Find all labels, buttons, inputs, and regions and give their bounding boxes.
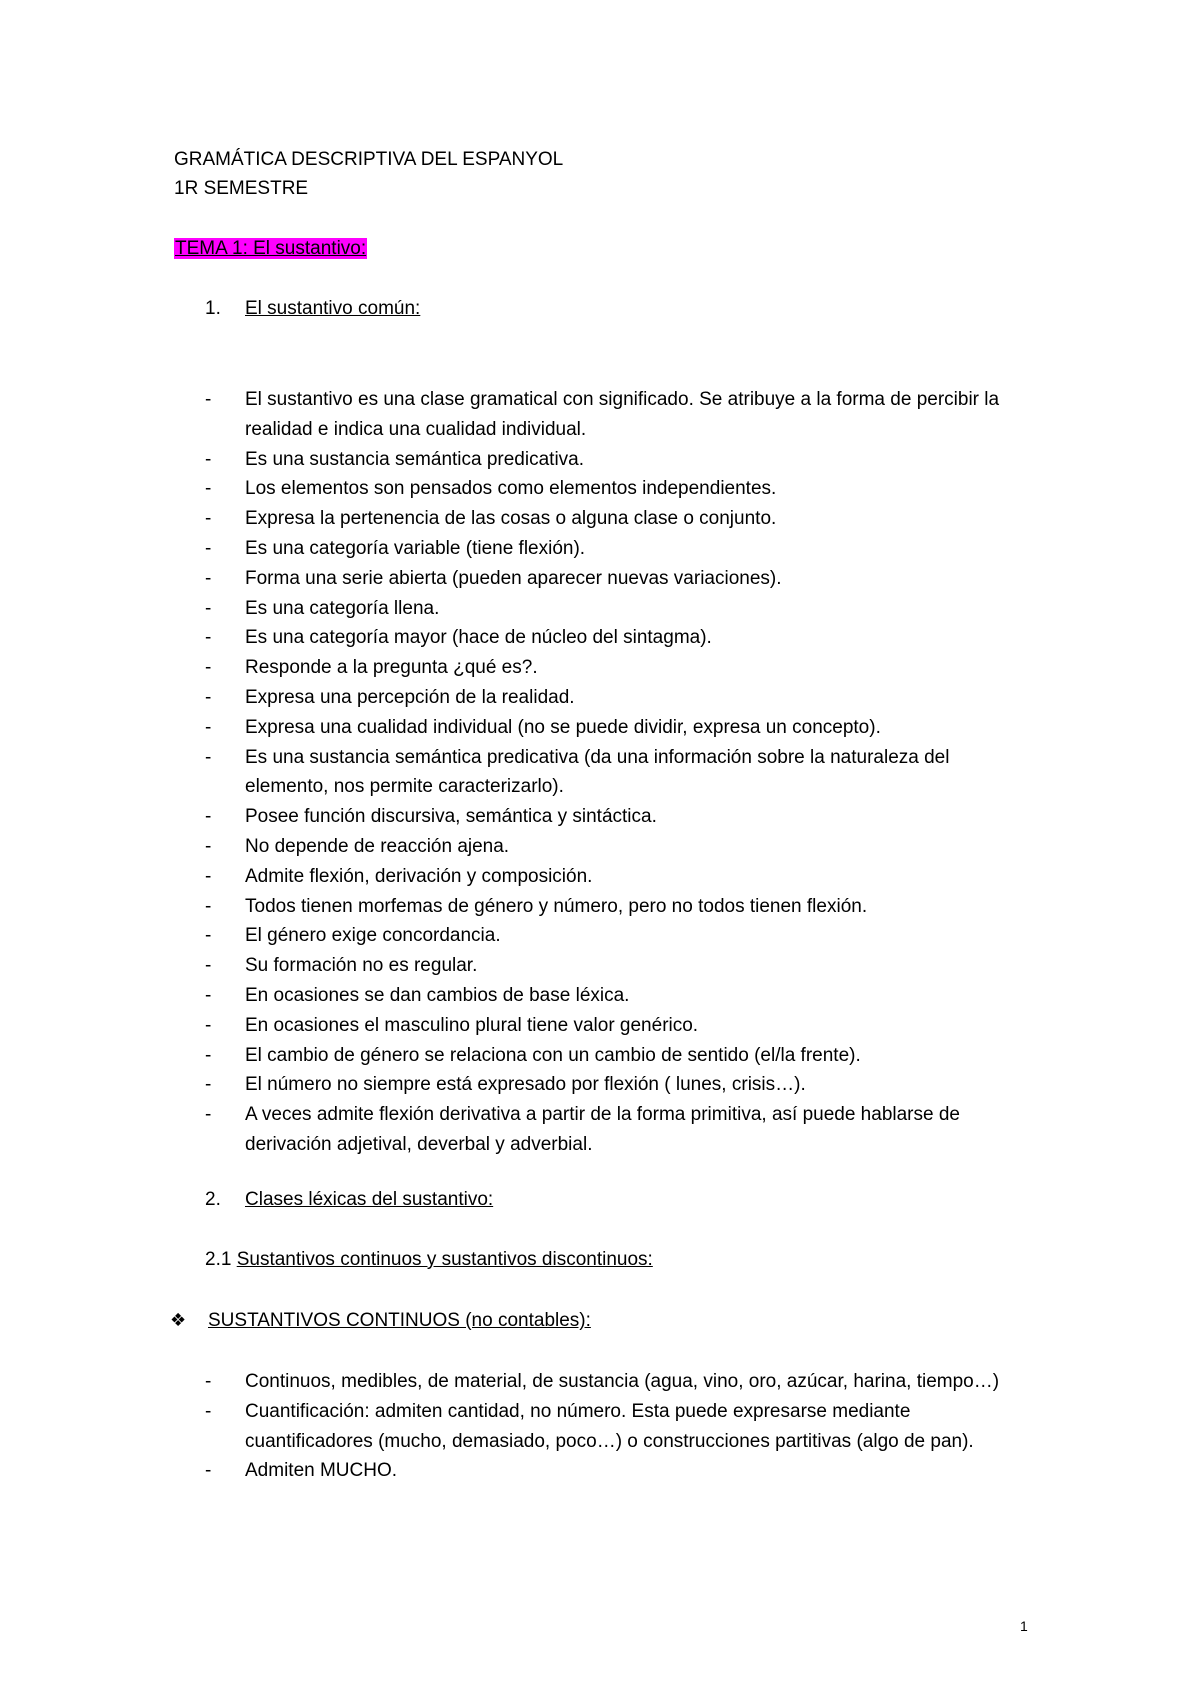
dash-bullet: - [205,865,212,887]
list-item-text: Forma una serie abierta (pueden aparecer nuevas variaciones). [245,567,782,589]
section-2-title: Clases léxicas del sustantivo: [245,1189,494,1210]
dash-bullet: - [205,955,212,977]
list-item-text: El género exige concordancia. [245,925,501,947]
four-diamond-bullet-icon: ❖ [170,1310,187,1330]
list-item-text: El número no siempre está expresado por flexión ( lunes, crisis…). [245,1074,806,1096]
list-item [205,1397,1035,1457]
section-2-1-title: Sustantivos continuos y sustantivos discontinuos: [236,1249,653,1270]
list-item-text: A veces admite flexión derivativa a partir de la forma primitiva, así puede hablarse de derivación adjetival, deverbal y adverbial. [245,1104,960,1155]
list-item [205,951,1035,981]
section-2-1-number: 2.1 [205,1249,232,1270]
dash-bullet: - [205,448,212,470]
continuos-list [205,1367,1035,1486]
list-item [205,474,1035,504]
list-item-text: Expresa una cualidad individual (no se puede dividir, expresa un concepto). [245,716,881,738]
document-subtitle: 1R SEMESTRE [174,178,309,199]
list-item [205,832,1035,862]
section-1-title: El sustantivo común: [245,298,421,319]
dash-bullet: - [205,1460,212,1482]
topic-heading-text: TEMA 1: El sustantivo: [175,238,367,259]
list-item [205,802,1035,832]
list-item-text: Responde a la pregunta ¿qué es?. [245,657,538,679]
list-item [205,862,1035,892]
list-item-text: Posee función discursiva, semántica y sintáctica. [245,806,657,828]
continuos-heading [170,1308,591,1333]
list-item [205,921,1035,951]
dash-bullet: - [205,537,212,559]
dash-bullet: - [205,1400,212,1422]
dash-bullet: - [205,478,212,500]
dash-bullet: - [205,835,212,857]
page-number: 1 [1020,1618,1028,1634]
dash-bullet: - [205,567,212,589]
section-2-1-heading [205,1248,653,1272]
dash-bullet: - [205,984,212,1006]
document-title: GRAMÁTICA DESCRIPTIVA DEL ESPANYOL [174,149,564,170]
list-item-text: Continuos, medibles, de material, de sustancia (agua, vino, oro, azúcar, harina, tiempo…) [245,1371,1000,1392]
list-item [205,504,1035,534]
list-item [205,1100,1035,1160]
list-item [205,1367,1035,1397]
dash-bullet: - [205,686,212,708]
list-item-text: Expresa una percepción de la realidad. [245,686,575,708]
dash-bullet: - [205,508,212,530]
list-item-text: Es una categoría variable (tiene flexión). [245,537,586,559]
list-item-text: El cambio de género se relaciona con un cambio de sentido (el/la frente). [245,1044,861,1066]
list-item-text: Su formación no es regular. [245,955,478,977]
list-item-text: Es una categoría mayor (hace de núcleo del sintagma). [245,627,712,649]
section-1-number: 1. [205,298,221,319]
list-item [205,534,1035,564]
list-item [205,743,1035,803]
list-item-text: Admite flexión, derivación y composición. [245,865,593,887]
list-item [205,981,1035,1011]
dash-bullet: - [205,746,212,768]
dash-bullet: - [205,925,212,947]
list-item [205,623,1035,653]
dash-bullet: - [205,627,212,649]
section-1-heading [205,297,420,321]
dash-bullet: - [205,389,212,410]
section-2-heading [205,1188,493,1212]
list-item-text: Los elementos son pensados como elementos independientes. [245,478,777,500]
list-item-text: En ocasiones se dan cambios de base léxica. [245,984,630,1006]
section-2-number: 2. [205,1189,221,1210]
dash-bullet: - [205,806,212,828]
list-item [205,445,1035,475]
dash-bullet: - [205,895,212,917]
list-item [205,653,1035,683]
list-item-text: No depende de reacción ajena. [245,835,510,857]
dash-bullet: - [205,716,212,738]
dash-bullet: - [205,1074,212,1096]
list-item-text: Es una sustancia semántica predicativa. [245,448,585,470]
list-item-text: Todos tienen morfemas de género y número, pero no todos tienen flexión. [245,895,868,917]
continuos-heading-title: SUSTANTIVOS CONTINUOS (no contables): [208,1310,591,1331]
list-item-text: Cuantificación: admiten cantidad, no número. Esta puede expresarse mediante cuantificadores (mucho, demasiado, poco…) o construcciones partitivas (algo de pan). [245,1400,974,1452]
list-item [205,1456,1035,1486]
list-item [205,564,1035,594]
list-item [205,385,1035,445]
list-item-text: Es una sustancia semántica predicativa (da una información sobre la naturaleza del elemento, nos permite caracterizarlo). [245,746,950,798]
list-item [205,1041,1035,1071]
dash-bullet: - [205,1044,212,1066]
dash-bullet: - [205,1104,212,1126]
list-item [205,683,1035,713]
dash-bullet: - [205,597,212,619]
dash-bullet: - [205,657,212,679]
dash-bullet: - [205,1371,212,1392]
dash-bullet: - [205,1014,212,1036]
list-item-text: Es una categoría llena. [245,597,440,619]
list-item [205,1011,1035,1041]
list-item-text: En ocasiones el masculino plural tiene valor genérico. [245,1014,699,1036]
list-item-text: Expresa la pertenencia de las cosas o alguna clase o conjunto. [245,508,777,530]
list-item-text: Admiten MUCHO. [245,1460,398,1482]
list-item [205,892,1035,922]
list-item [205,594,1035,624]
list-item-text: El sustantivo es una clase gramatical con significado. Se atribuye a la forma de percibir la realidad e indica una cualidad individual. [245,389,1000,440]
list-item [205,1070,1035,1100]
topic-heading [174,237,367,261]
list-item [205,713,1035,743]
section-1-list [205,385,1035,1160]
